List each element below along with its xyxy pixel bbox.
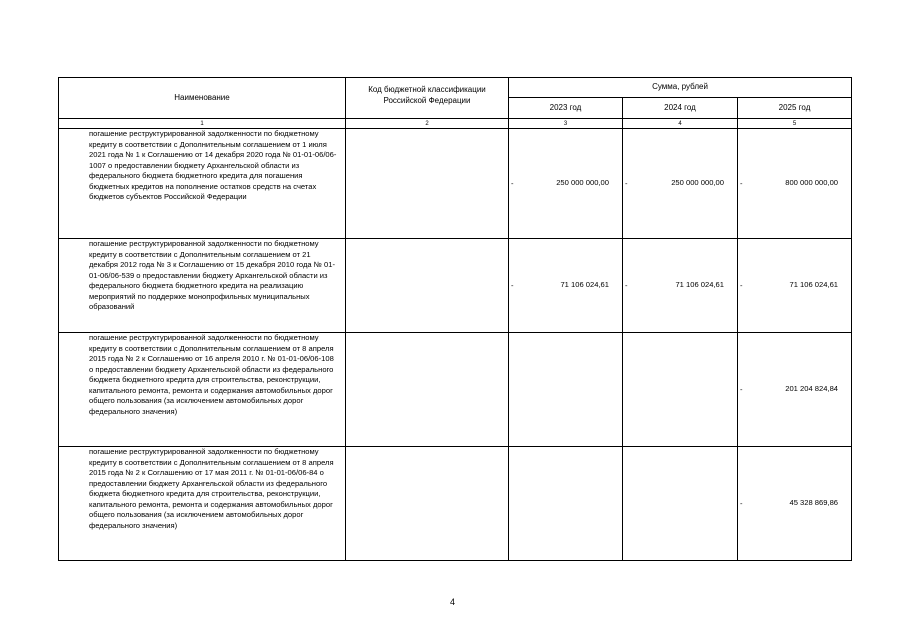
amount-2024	[623, 129, 738, 239]
page-number: 4	[449, 597, 455, 607]
row-code	[346, 333, 509, 447]
row-code	[346, 129, 509, 239]
amount-value: 45 328 869,86	[789, 498, 839, 508]
column-number: 2	[346, 119, 509, 129]
header-sum: Сумма, рублей	[509, 78, 852, 98]
amount-2025	[738, 129, 852, 239]
amount-2025	[738, 333, 852, 447]
dash-mark: -	[740, 498, 743, 508]
column-number-row	[59, 119, 852, 129]
dash-mark: -	[511, 280, 514, 290]
row-code	[346, 239, 509, 333]
amount-value: 201 204 824,84	[785, 384, 839, 394]
table-row	[59, 333, 852, 447]
amount-value: 250 000 000,00	[556, 178, 609, 188]
row-name: погашение реструктурированной задолженности по бюджетному кредиту в соответствии с Дополнительным соглашением от 8 апреля 2015 года № 2 к Соглашению от 17 мая 2011 г. № 01-01-06/06-84 о предоставлении бюджету Архангельской области из федерального бюджета бюджетного кредита для строительства, реконструкции, капитального ремонта, ремонта и содержания автомобильных дорог общего пользования (за исключением автомобильных дорог федерального значения)	[59, 447, 346, 561]
amount-value: 800 000 000,00	[785, 178, 839, 188]
dash-mark: -	[625, 280, 628, 290]
amount-2023	[509, 447, 623, 561]
column-number: 4	[623, 119, 738, 129]
budget-table	[58, 77, 852, 561]
table-row	[59, 447, 852, 561]
header-year-2023: 2023 год	[509, 97, 623, 118]
amount-value: 71 106 024,61	[675, 280, 724, 290]
header-code: Код бюджетной классификации Российской Федерации	[346, 78, 509, 119]
amount-2024	[623, 333, 738, 447]
table-row	[59, 239, 852, 333]
row-name: погашение реструктурированной задолженности по бюджетному кредиту в соответствии с Дополнительным соглашением от 8 апреля 2015 года № 2 к Соглашению от 16 апреля 2010 г. № 01-01-06/06-108 о предоставлении бюджету Архангельской области из федерального бюджета бюджетного кредита для строительства, реконструкции, капитального ремонта, ремонта и содержания автомобильных дорог общего пользования (за исключением автомобильных дорог федерального значения)	[59, 333, 346, 447]
header-name: Наименование	[59, 78, 346, 119]
dash-mark: -	[625, 178, 628, 188]
row-name: погашение реструктурированной задолженности по бюджетному кредиту в соответствии с Дополнительным соглашением от 21 декабря 2012 года № 3 к Соглашению от 15 декабря 2010 года № 01-01-06/06-539 о предоставлении бюджету Архангельской области из федерального бюджета бюджетного кредита на реализацию мероприятий по поддержке монопрофильных муниципальных образований	[59, 239, 346, 333]
amount-2023	[509, 333, 623, 447]
amount-2023	[509, 129, 623, 239]
amount-2024	[623, 239, 738, 333]
amount-2025	[738, 239, 852, 333]
column-number: 3	[509, 119, 623, 129]
header-year-2025: 2025 год	[738, 97, 852, 118]
amount-2023	[509, 239, 623, 333]
column-number: 1	[59, 119, 346, 129]
header-year-2024: 2024 год	[623, 97, 738, 118]
row-code	[346, 447, 509, 561]
amount-value: 71 106 024,61	[560, 280, 609, 290]
column-number: 5	[738, 119, 852, 129]
dash-mark: -	[511, 178, 514, 188]
dash-mark: -	[740, 384, 743, 394]
dash-mark: -	[740, 178, 743, 188]
amount-2024	[623, 447, 738, 561]
amount-value: 250 000 000,00	[671, 178, 724, 188]
dash-mark: -	[740, 280, 743, 290]
table-row	[59, 129, 852, 239]
amount-2025	[738, 447, 852, 561]
amount-value: 71 106 024,61	[789, 280, 839, 290]
row-name: погашение реструктурированной задолженности по бюджетному кредиту в соответствии с Дополнительным соглашением от 1 июля 2021 года № 1 к Соглашению от 14 декабря 2020 года № 01-01-06/06-1007 о предоставлении бюджету Архангельской области из федерального бюджета бюджетного кредита для погашения бюджетных кредитов на пополнение остатков средств на счетах бюджетов субъектов Российской Федерации	[59, 129, 346, 239]
